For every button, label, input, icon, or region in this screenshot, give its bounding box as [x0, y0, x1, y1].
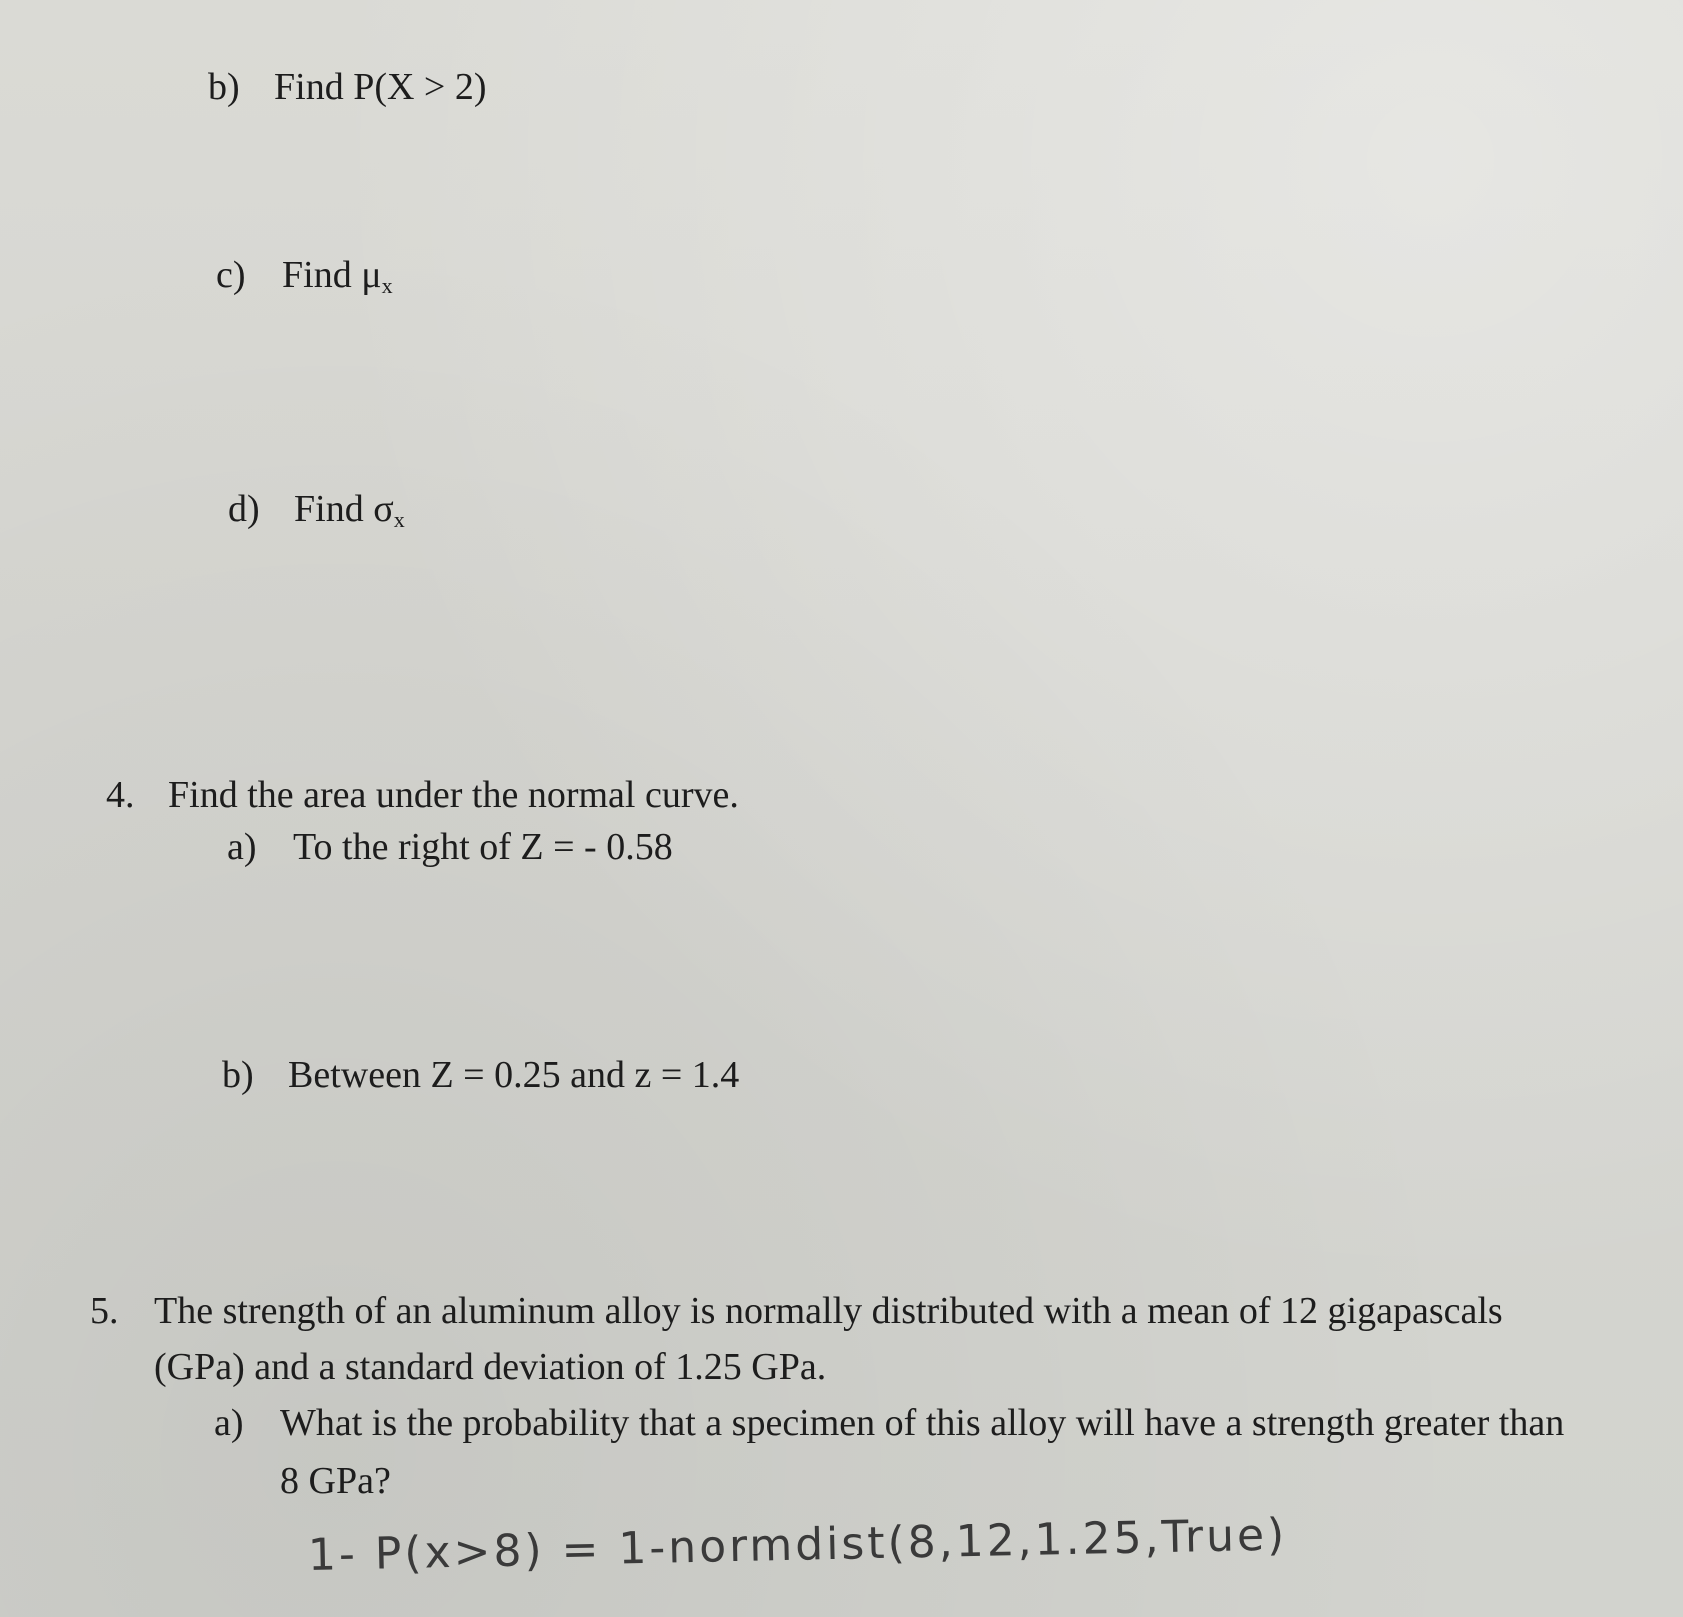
question-4-number: 4.: [106, 774, 135, 816]
item-d-text: Find σ: [294, 488, 394, 530]
question-4-a-text: To the right of Z = - 0.58: [293, 826, 673, 868]
question-5-a-text-2: 8 GPa?: [280, 1460, 391, 1502]
item-c-text: Find μ: [282, 254, 382, 296]
question-4-b-label: b): [222, 1054, 254, 1096]
question-5-text-2: (GPa) and a standard deviation of 1.25 GPa.: [154, 1346, 827, 1388]
item-c-subscript: x: [381, 273, 393, 298]
question-4-a-label: a): [227, 826, 257, 868]
item-c-label: c): [216, 254, 246, 296]
question-5-number: 5.: [90, 1290, 119, 1332]
item-d-label: d): [228, 488, 260, 530]
question-4-title: [106, 776, 739, 814]
item-c: [216, 256, 393, 297]
question-4-text: Find the area under the normal curve.: [168, 774, 739, 816]
question-5-a-text-1: What is the probability that a specimen of this alloy will have a strength greater than: [280, 1402, 1565, 1444]
question-5-line-2: [154, 1348, 826, 1386]
item-d-subscript: x: [393, 507, 405, 532]
question-5-line-1: [90, 1292, 1503, 1330]
item-d: [228, 490, 405, 531]
question-4-a: [227, 828, 673, 866]
handwritten-answer: 1- P(x>8) = 1-normdist(8,12,1.25,True): [307, 1509, 1288, 1581]
question-5-a: [214, 1404, 1564, 1442]
item-b-text: Find P(X > 2): [274, 66, 487, 108]
question-5-text-1: The strength of an aluminum alloy is normally distributed with a mean of 12 gigapascals: [154, 1290, 1503, 1332]
question-4-b: [222, 1056, 739, 1094]
item-b: [208, 68, 487, 106]
item-b-label: b): [208, 66, 240, 108]
question-4-b-text: Between Z = 0.25 and z = 1.4: [288, 1054, 740, 1096]
question-5-a-line-2: [280, 1462, 391, 1500]
question-5-a-label: a): [214, 1402, 244, 1444]
